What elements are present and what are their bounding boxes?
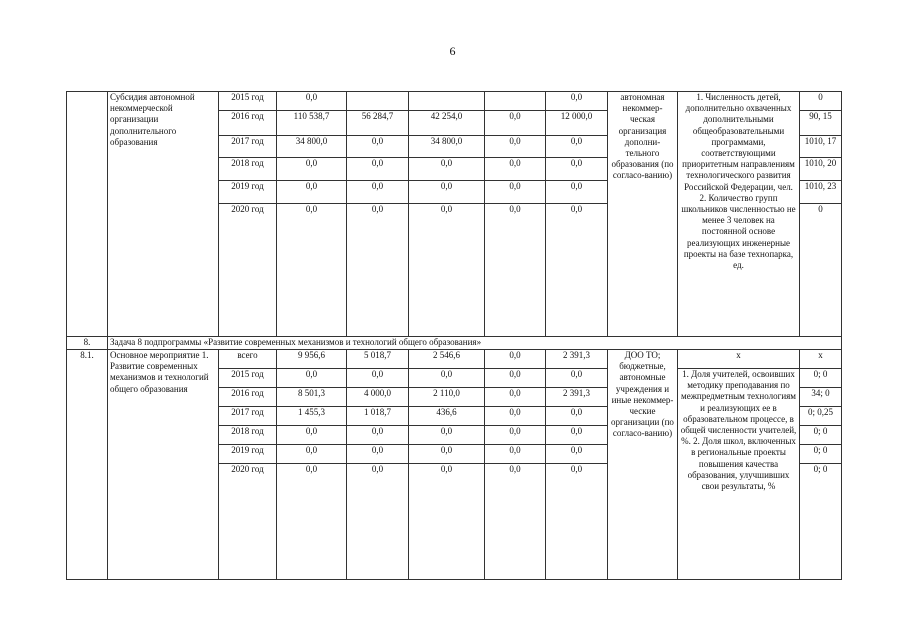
value-cell: 0,0 xyxy=(546,464,608,580)
value-cell: 0,0 xyxy=(347,158,409,181)
value-cell: 0,0 xyxy=(546,181,608,204)
value-cell: 8 501,3 xyxy=(277,388,347,407)
value-cell: 9 956,6 xyxy=(277,350,347,369)
value-cell xyxy=(347,92,409,111)
target-cell: 90, 15 xyxy=(800,111,842,136)
executor-cell: автономная некоммер-ческая организация дополни-тельного образования (по согласо-ванию) xyxy=(608,92,678,337)
value-cell: 0,0 xyxy=(347,464,409,580)
target-cell: 0; 0 xyxy=(800,369,842,388)
value-cell: 0,0 xyxy=(485,426,546,445)
value-cell: 0,0 xyxy=(546,369,608,388)
value-cell: 0,0 xyxy=(485,369,546,388)
value-cell: 0,0 xyxy=(485,111,546,136)
value-cell: 0,0 xyxy=(409,204,485,337)
target-cell: 1010, 17 xyxy=(800,136,842,158)
value-cell: 0,0 xyxy=(485,136,546,158)
executor-cell: ДОО ТО; бюджетные, автономные учреждения и иные некоммер-ческие организации (по согласо-ванию) xyxy=(608,350,678,580)
measure-description: Основное мероприятие 1. Развитие современных механизмов и технологий общего образования xyxy=(108,350,219,580)
value-cell: 0,0 xyxy=(277,204,347,337)
value-cell: 0,0 xyxy=(347,426,409,445)
target-header-cell: х xyxy=(800,350,842,369)
value-cell: 34 800,0 xyxy=(277,136,347,158)
value-cell: 0,0 xyxy=(277,464,347,580)
value-cell: 0,0 xyxy=(485,181,546,204)
value-cell: 0,0 xyxy=(546,158,608,181)
value-cell: 1 018,7 xyxy=(347,407,409,426)
value-cell: 0,0 xyxy=(277,426,347,445)
value-cell: 2 110,0 xyxy=(409,388,485,407)
value-cell: 436,6 xyxy=(409,407,485,426)
value-cell: 0,0 xyxy=(409,369,485,388)
value-cell: 110 538,7 xyxy=(277,111,347,136)
value-cell: 0,0 xyxy=(277,181,347,204)
indicators-cell: 1. Численность детей, дополнительно охваченных дополнительными общеобразовательными программами, соответствующими приоритетным направлениям технологического развития Российской Федерации, чел. 2. Количество групп школьников численностью не менее 3 человек на постоянной основе реализующих инженерные проекты на базе технопарка, ед. xyxy=(678,92,800,337)
value-cell: 0,0 xyxy=(409,445,485,464)
value-cell: 12 000,0 xyxy=(546,111,608,136)
value-cell: 0,0 xyxy=(485,388,546,407)
value-cell: 0,0 xyxy=(546,204,608,337)
value-cell: 0,0 xyxy=(485,407,546,426)
value-cell: 2 546,6 xyxy=(409,350,485,369)
value-cell: 56 284,7 xyxy=(347,111,409,136)
target-cell: 0; 0 xyxy=(800,426,842,445)
target-cell: 0; 0 xyxy=(800,445,842,464)
value-cell: 2 391,3 xyxy=(546,350,608,369)
value-cell: 0,0 xyxy=(546,426,608,445)
page-number: 6 xyxy=(449,44,456,58)
value-cell: 34 800,0 xyxy=(409,136,485,158)
year-cell: 2018 год xyxy=(219,426,277,445)
value-cell: 0,0 xyxy=(347,181,409,204)
value-cell: 5 018,7 xyxy=(347,350,409,369)
value-cell: 0,0 xyxy=(409,181,485,204)
task-row xyxy=(67,337,842,350)
target-cell: 1010, 20 xyxy=(800,158,842,181)
year-cell: 2016 год xyxy=(219,111,277,136)
year-cell: всего xyxy=(219,350,277,369)
value-cell: 0,0 xyxy=(485,445,546,464)
value-cell: 0,0 xyxy=(485,464,546,580)
year-cell: 2017 год xyxy=(219,136,277,158)
value-cell: 0,0 xyxy=(546,136,608,158)
task-number: 8. xyxy=(67,337,108,350)
value-cell: 0,0 xyxy=(485,158,546,181)
value-cell: 0,0 xyxy=(277,369,347,388)
value-cell: 4 000,0 xyxy=(347,388,409,407)
target-cell: 0; 0 xyxy=(800,464,842,580)
indicators-cell: 1. Доля учителей, освоивших методику преподавания по межпредметным технологиям и реализующих ее в образовательном процессе, в общей численности учителей, %. 2. Доля школ, включенных в региональные проекты повышения качества образования, улучшивших свои результаты, % xyxy=(678,369,800,580)
value-cell: 0,0 xyxy=(409,464,485,580)
value-cell: 0,0 xyxy=(277,158,347,181)
target-cell: 0 xyxy=(800,92,842,111)
program-table xyxy=(66,91,842,580)
year-cell: 2020 год xyxy=(219,464,277,580)
table-row xyxy=(67,92,842,111)
value-cell: 42 254,0 xyxy=(409,111,485,136)
measure-description: Субсидия автономной некоммерческой организации дополнительного образования xyxy=(108,92,219,337)
value-cell: 0,0 xyxy=(409,426,485,445)
value-cell: 0,0 xyxy=(277,92,347,111)
target-cell: 0 xyxy=(800,204,842,337)
year-cell: 2020 год xyxy=(219,204,277,337)
table-row xyxy=(67,350,842,369)
year-cell: 2015 год xyxy=(219,92,277,111)
value-cell: 0,0 xyxy=(347,204,409,337)
target-cell: 1010, 23 xyxy=(800,181,842,204)
year-cell: 2016 год xyxy=(219,388,277,407)
value-cell: 2 391,3 xyxy=(546,388,608,407)
value-cell: 0,0 xyxy=(277,445,347,464)
value-cell: 0,0 xyxy=(409,158,485,181)
target-cell: 0; 0,25 xyxy=(800,407,842,426)
value-cell: 0,0 xyxy=(485,350,546,369)
value-cell xyxy=(485,92,546,111)
year-cell: 2019 год xyxy=(219,445,277,464)
value-cell: 0,0 xyxy=(546,445,608,464)
year-cell: 2017 год xyxy=(219,407,277,426)
value-cell: 1 455,3 xyxy=(277,407,347,426)
value-cell: 0,0 xyxy=(347,136,409,158)
indicators-header-cell: х xyxy=(678,350,800,369)
value-cell xyxy=(409,92,485,111)
year-cell: 2019 год xyxy=(219,181,277,204)
year-cell: 2015 год xyxy=(219,369,277,388)
value-cell: 0,0 xyxy=(546,407,608,426)
value-cell: 0,0 xyxy=(347,445,409,464)
value-cell: 0,0 xyxy=(485,204,546,337)
task-title: Задача 8 подпрограммы «Развитие современных механизмов и технологий общего образования» xyxy=(108,337,842,350)
value-cell: 0,0 xyxy=(546,92,608,111)
row-number-cell: 8.1. xyxy=(67,350,108,580)
year-cell: 2018 год xyxy=(219,158,277,181)
value-cell: 0,0 xyxy=(347,369,409,388)
target-cell: 34; 0 xyxy=(800,388,842,407)
row-number-cell xyxy=(67,92,108,337)
